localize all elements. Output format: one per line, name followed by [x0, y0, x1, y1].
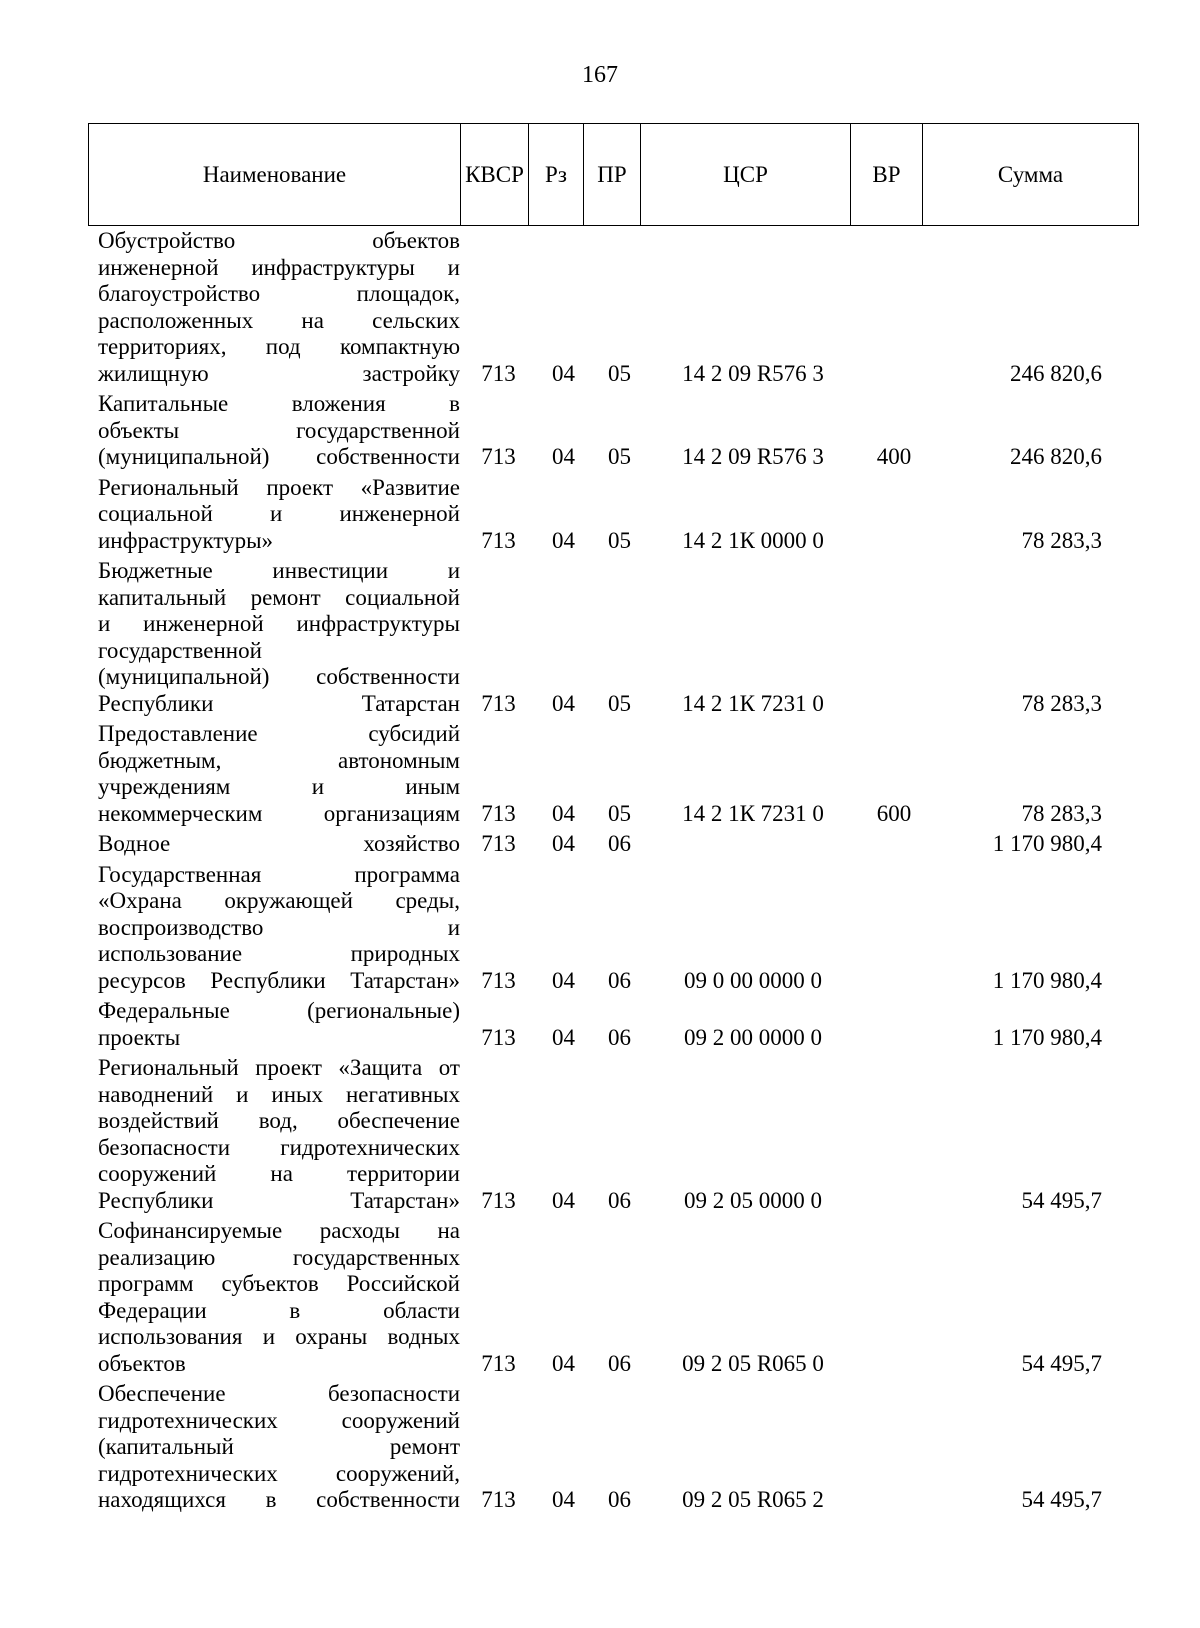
- row-name-line: воздействий вод, обеспечение: [98, 1108, 460, 1133]
- row-name-line: Региональный проект «Защита от: [98, 1055, 460, 1080]
- row-pr: 06: [608, 1187, 631, 1213]
- row-name-line: и инженерной инфраструктуры: [98, 611, 460, 636]
- header-sum: Сумма: [923, 124, 1139, 226]
- row-rz: 04: [552, 1187, 575, 1213]
- row-name-line: использования и охраны водных: [98, 1324, 460, 1349]
- row-name: [98, 1218, 460, 1377]
- row-sum: 78 283,3: [1021, 800, 1102, 826]
- row-name-line: бюджетным, автономным: [98, 747, 460, 773]
- row-sum: 246 820,6: [1010, 360, 1102, 386]
- row-name-line: Федеральные (региональные): [98, 998, 460, 1023]
- row-csr: 09 0 00 0000 0: [684, 967, 822, 993]
- row-kvsr: 713: [481, 527, 516, 553]
- row-name-line: Республики Татарстан»: [98, 1187, 460, 1213]
- row-rz: 04: [552, 360, 575, 386]
- row-kvsr: 713: [481, 1024, 516, 1050]
- row-vr: 600: [876, 800, 912, 826]
- row-sum: 54 495,7: [1021, 1350, 1102, 1376]
- row-name-line: (муниципальной) собственности: [98, 444, 460, 469]
- row-name-line: Водное хозяйство: [98, 831, 460, 856]
- row-name-line: Бюджетные инвестиции и: [98, 558, 460, 583]
- row-name-line: использование природных: [98, 941, 460, 966]
- row-name-line: Предоставление субсидий: [98, 721, 460, 746]
- row-name: [98, 831, 460, 858]
- row-kvsr: 713: [481, 800, 516, 826]
- row-pr: 05: [608, 444, 631, 469]
- header-pr: ПР: [584, 124, 641, 226]
- row-name-line: государственной: [98, 637, 262, 663]
- table-row: [88, 998, 1138, 1051]
- row-name-line: инфраструктуры»: [98, 527, 274, 553]
- row-pr: 05: [608, 527, 631, 553]
- row-name-line: наводнений и иных негативных: [98, 1081, 460, 1107]
- row-sum: 54 495,7: [1021, 1487, 1102, 1512]
- row-kvsr: 713: [481, 831, 516, 856]
- table-row: [88, 1055, 1138, 1214]
- row-name: [98, 475, 460, 555]
- row-name: [98, 391, 460, 471]
- row-name-line: ресурсов Республики Татарстан»: [98, 967, 460, 993]
- row-name-line: Обеспечение безопасности: [98, 1381, 460, 1406]
- row-pr: 06: [608, 1350, 631, 1376]
- row-name-line: Республики Татарстан: [98, 690, 460, 716]
- row-pr: 05: [608, 800, 631, 826]
- row-name-line: инженерной инфраструктуры и: [98, 254, 460, 280]
- row-name-line: гидротехнических сооружений,: [98, 1460, 460, 1486]
- row-name-line: безопасности гидротехнических: [98, 1134, 460, 1160]
- row-vr: 400: [876, 444, 912, 469]
- row-sum: 78 283,3: [1021, 527, 1102, 553]
- row-name-line: территориях, под компактную: [98, 334, 460, 359]
- row-name-line: сооружений на территории: [98, 1161, 460, 1186]
- row-name: [98, 558, 460, 717]
- row-rz: 04: [552, 527, 575, 553]
- row-name-line: объектов: [98, 1350, 186, 1376]
- row-kvsr: 713: [481, 690, 516, 716]
- row-name-line: Региональный проект «Развитие: [98, 474, 460, 500]
- header-rz: Рз: [529, 124, 584, 226]
- row-kvsr: 713: [481, 444, 516, 469]
- row-name-line: жилищную застройку: [98, 360, 460, 386]
- row-name-line: проекты: [98, 1024, 181, 1050]
- page-number: 167: [582, 62, 618, 88]
- row-name: [98, 1055, 460, 1214]
- row-csr: 09 2 00 0000 0: [684, 1024, 822, 1050]
- row-pr: 06: [608, 1024, 631, 1050]
- row-pr: 06: [608, 831, 631, 856]
- row-rz: 04: [552, 800, 575, 826]
- row-name: [98, 721, 460, 827]
- row-name-line: Обустройство объектов: [98, 228, 460, 253]
- row-pr: 06: [608, 967, 631, 993]
- table-row: [88, 391, 1138, 471]
- row-name: [98, 998, 460, 1051]
- row-rz: 04: [552, 1487, 575, 1512]
- row-csr: 09 2 05 R065 2: [682, 1487, 824, 1512]
- row-sum: 1 170 980,4: [992, 1024, 1102, 1050]
- row-pr: 05: [608, 690, 631, 716]
- header-name: Наименование: [89, 124, 461, 226]
- row-csr: 09 2 05 0000 0: [684, 1187, 822, 1213]
- row-name-line: (муниципальной) собственности: [98, 664, 460, 689]
- row-name-line: находящихся в собственности: [98, 1487, 460, 1512]
- row-csr: 14 2 09 R576 3: [682, 444, 824, 469]
- row-sum: 78 283,3: [1021, 690, 1102, 716]
- row-name-line: некоммерческим организациям: [98, 800, 460, 826]
- row-name-line: благоустройство площадок,: [98, 281, 460, 306]
- row-sum: 246 820,6: [1010, 444, 1102, 469]
- row-name-line: Софинансируемые расходы на: [98, 1218, 460, 1243]
- row-name-line: «Охрана окружающей среды,: [98, 888, 460, 913]
- row-name: [98, 1381, 460, 1514]
- row-csr: 09 2 05 R065 0: [682, 1350, 824, 1376]
- row-name: [98, 228, 460, 387]
- row-name-line: реализацию государственных: [98, 1244, 460, 1270]
- header-vr: ВР: [851, 124, 923, 226]
- row-sum: 1 170 980,4: [992, 967, 1102, 993]
- row-name-line: Федерации в области: [98, 1297, 460, 1323]
- row-rz: 04: [552, 444, 575, 469]
- row-kvsr: 713: [481, 1187, 516, 1213]
- table-row: [88, 228, 1138, 387]
- row-name-line: учреждениям и иным: [98, 774, 460, 799]
- row-name-line: капитальный ремонт социальной: [98, 584, 460, 610]
- row-name-line: воспроизводство и: [98, 914, 460, 940]
- table-row: [88, 1218, 1138, 1377]
- row-name-line: объекты государственной: [98, 417, 460, 443]
- row-kvsr: 713: [481, 1350, 516, 1376]
- header-kvsr: КВСР: [461, 124, 529, 226]
- row-rz: 04: [552, 1350, 575, 1376]
- row-csr: 14 2 1К 7231 0: [682, 690, 824, 716]
- row-rz: 04: [552, 967, 575, 993]
- row-sum: 54 495,7: [1021, 1187, 1102, 1213]
- table-header: [88, 123, 1139, 226]
- row-name-line: расположенных на сельских: [98, 307, 460, 333]
- table-row: [88, 721, 1138, 827]
- header-csr: ЦСР: [641, 124, 851, 226]
- row-csr: 14 2 1К 7231 0: [682, 800, 824, 826]
- row-name-line: социальной и инженерной: [98, 501, 460, 526]
- row-name-line: Капитальные вложения в: [98, 391, 460, 416]
- row-csr: 14 2 09 R576 3: [682, 360, 824, 386]
- row-csr: 14 2 1К 0000 0: [682, 527, 824, 553]
- row-name-line: (капитальный ремонт: [98, 1434, 460, 1459]
- table-row: [88, 475, 1138, 555]
- row-name-line: Государственная программа: [98, 861, 460, 887]
- row-name: [98, 862, 460, 995]
- row-rz: 04: [552, 831, 575, 856]
- row-pr: 06: [608, 1487, 631, 1512]
- row-kvsr: 713: [481, 967, 516, 993]
- row-name-line: гидротехнических сооружений: [98, 1407, 460, 1433]
- row-sum: 1 170 980,4: [992, 831, 1102, 856]
- table-row: [88, 862, 1138, 995]
- row-pr: 05: [608, 360, 631, 386]
- table-row: [88, 831, 1138, 858]
- table-row: [88, 558, 1138, 717]
- row-kvsr: 713: [481, 1487, 516, 1512]
- row-kvsr: 713: [481, 360, 516, 386]
- row-name-line: программ субъектов Российской: [98, 1271, 460, 1296]
- table-row: [88, 1381, 1138, 1514]
- table-body: [88, 228, 1138, 1518]
- row-rz: 04: [552, 690, 575, 716]
- row-rz: 04: [552, 1024, 575, 1050]
